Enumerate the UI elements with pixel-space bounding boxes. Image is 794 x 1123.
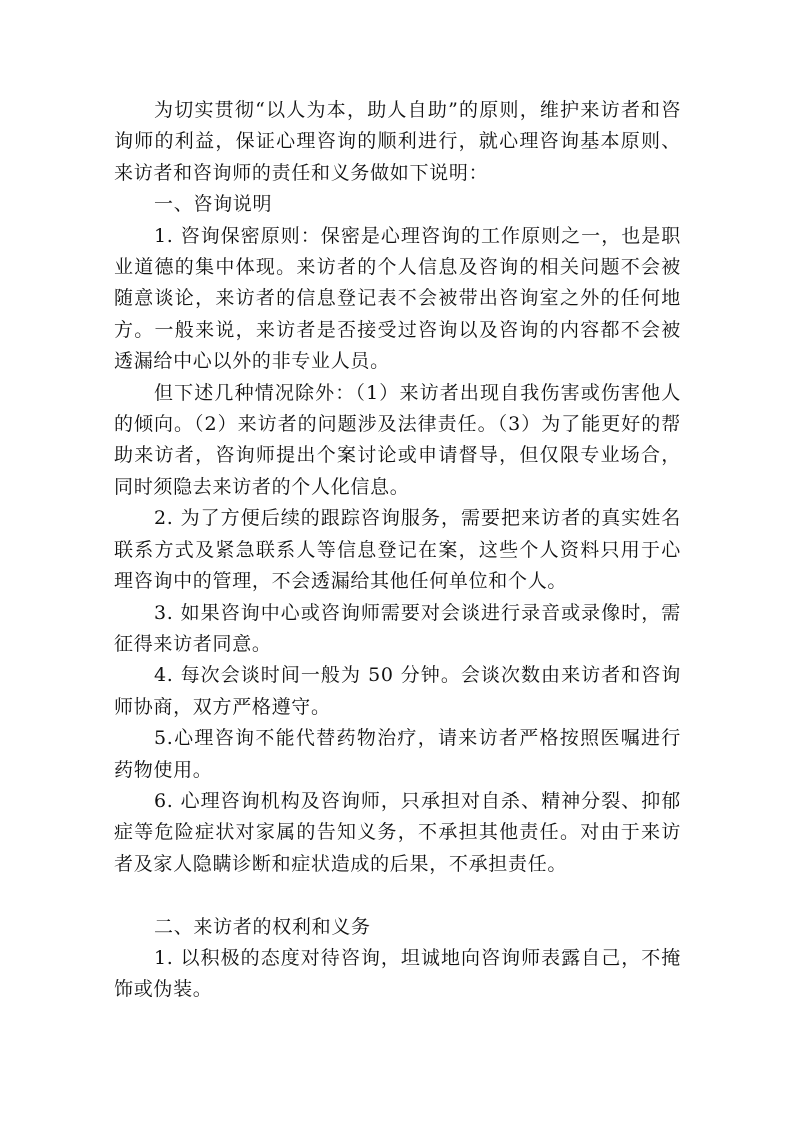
session-duration-paragraph: 4. 每次会谈时间一般为 50 分钟。会谈次数由来访者和咨询师协商，双方严格遵守。 bbox=[114, 664, 681, 718]
medication-paragraph: 5.心理咨询不能代替药物治疗，请来访者严格按照医嘱进行药物使用。 bbox=[114, 727, 681, 781]
confidentiality-paragraph: 1. 咨询保密原则：保密是心理咨询的工作原则之一，也是职业道德的集中体现。来访者的个人信息及咨询的相关问题不会被随意谈论，来访者的信息登记表不会被带出咨询室之外的任何地方。一般来说，来访者是否接受过咨询以及咨询的内容都不会被透漏给中心以外的非专业人员。 bbox=[114, 224, 681, 373]
liability-paragraph: 6. 心理咨询机构及咨询师，只承担对自杀、精神分裂、抑郁症等危险症状对家属的告知义务，不承担其他责任。对由于来访者及家人隐瞒诊断和症状造成的后果，不承担责任。 bbox=[114, 789, 681, 875]
registration-paragraph: 2. 为了方便后续的跟踪咨询服务，需要把来访者的真实姓名联系方式及紧急联系人等信息登记在案，这些个人资料只用于心理咨询中的管理，不会透漏给其他任何单位和个人。 bbox=[114, 507, 681, 593]
paragraph-spacer bbox=[114, 880, 681, 911]
client-duty-paragraph: 1. 以积极的态度对待咨询，坦诚地向咨询师表露自己，不掩饰或伪装。 bbox=[114, 946, 681, 1001]
section-heading-client-rights: 二、来访者的权利和义务 bbox=[154, 915, 371, 938]
document-body bbox=[114, 95, 681, 1006]
recording-paragraph: 3. 如果咨询中心或咨询师需要对会谈进行录音或录像时，需征得来访者同意。 bbox=[114, 601, 681, 655]
intro-paragraph: 为切实贯彻“以人为本，助人自助”的原则，维护来访者和咨询师的利益，保证心理咨询的顺利进行，就心理咨询基本原则、来访者和咨询师的责任和义务做如下说明： bbox=[114, 99, 681, 184]
section-heading-consultation-notes: 一、咨询说明 bbox=[154, 193, 273, 216]
exceptions-paragraph: 但下述几种情况除外：（1）来访者出现自我伤害或伤害他人的倾向。（2）来访者的问题涉及法律责任。（3）为了能更好的帮助来访者，咨询师提出个案讨论或申请督导，但仅限专业场合，同时须隐去来访者的个人化信息。 bbox=[114, 381, 681, 498]
